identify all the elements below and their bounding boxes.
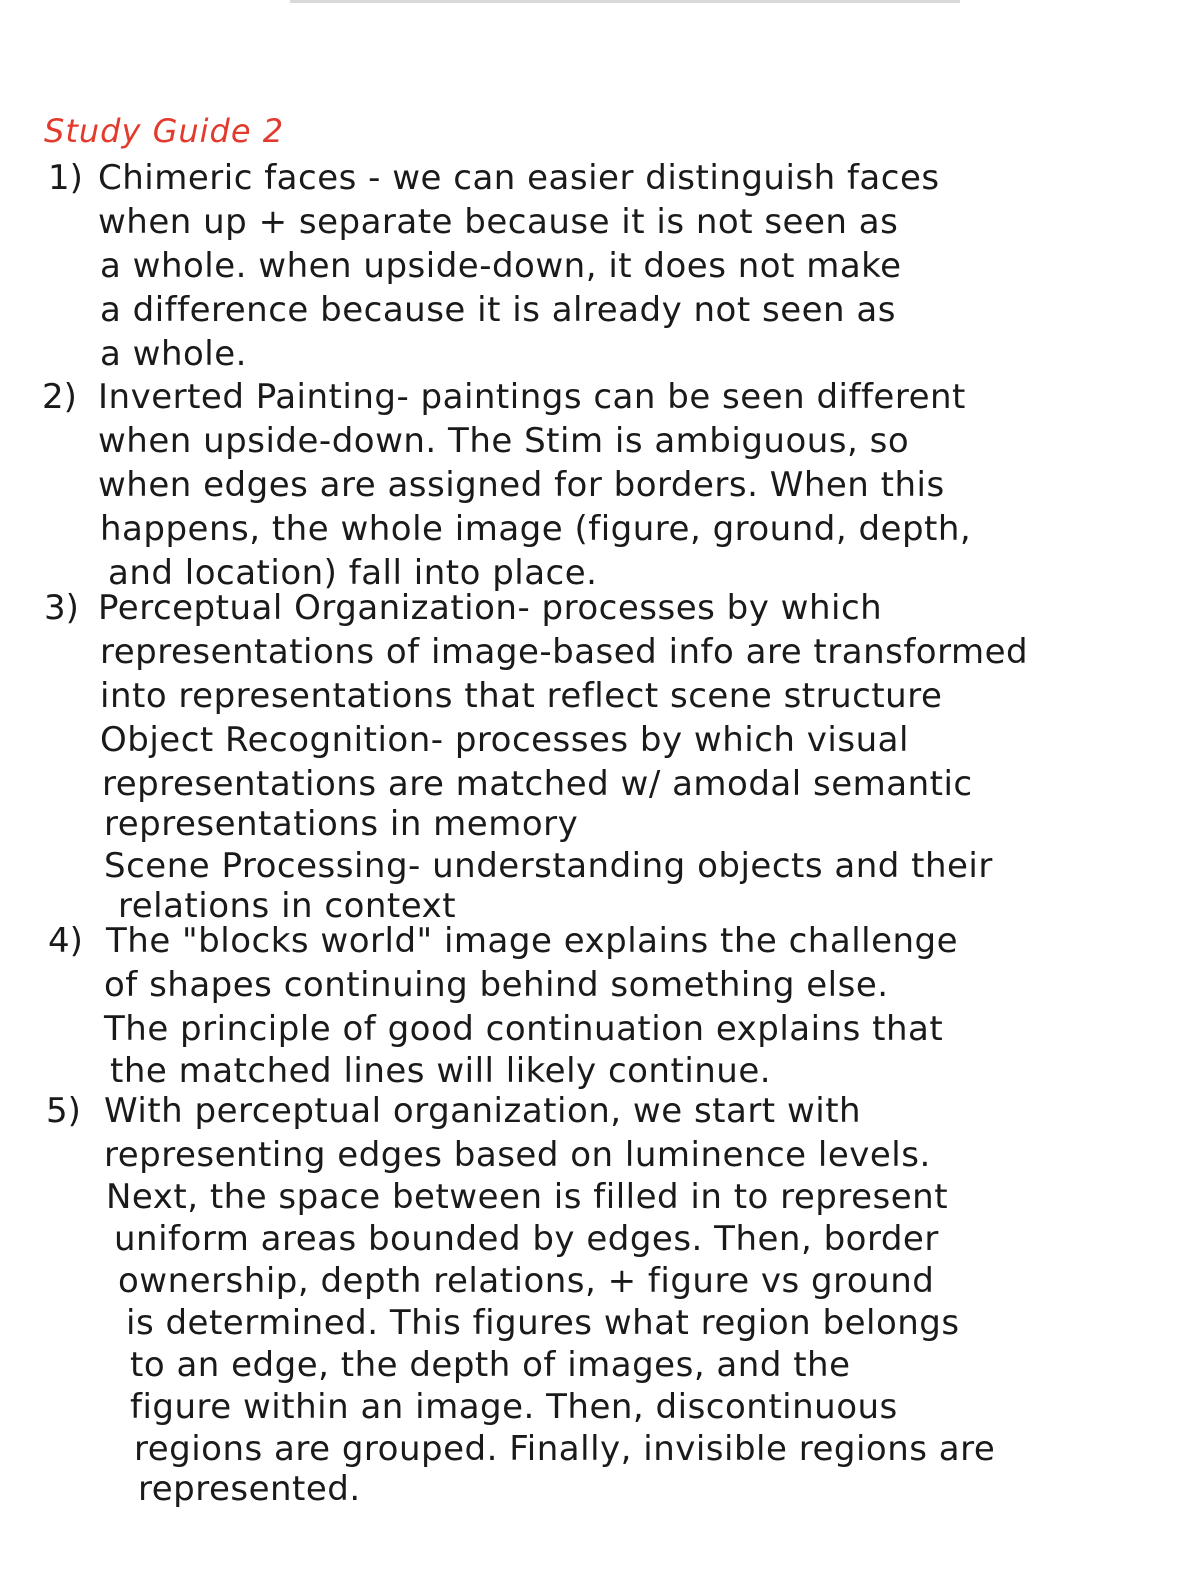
note-line: representations of image-based info are transformed [100,632,1029,672]
note-line: representing edges based on luminence levels. [104,1135,931,1175]
note-line: The "blocks world" image explains the challenge [106,921,959,961]
note-line: The principle of good continuation explains that [104,1009,944,1049]
note-line: regions are grouped. Finally, invisible regions are [134,1429,996,1469]
note-line: of shapes continuing behind something else. [104,965,889,1005]
note-line: Next, the space between is filled in to represent [106,1177,949,1217]
item-number: 1) [48,158,83,198]
item-number: 5) [46,1091,81,1131]
note-line: when upside-down. The Stim is ambiguous, so [98,421,910,461]
note-line: a difference because it is already not seen as [100,290,896,330]
item-number: 2) [42,377,77,417]
item-number: 3) [44,588,79,628]
note-line: Scene Processing- understanding objects and their [104,846,993,886]
note-line: figure within an image. Then, discontinuous [130,1387,898,1427]
note-line: ownership, depth relations, + figure vs ground [118,1261,935,1301]
note-line: happens, the whole image (figure, ground, depth, [100,509,972,549]
note-line: uniform areas bounded by edges. Then, border [114,1219,939,1259]
note-line: to an edge, the depth of images, and the [130,1345,851,1385]
item-number: 4) [48,921,83,961]
note-line: Perceptual Organization- processes by which [98,588,883,628]
note-line: is determined. This figures what region belongs [126,1303,960,1343]
note-line: represented. [138,1469,361,1509]
page-title: Study Guide 2 [44,112,285,150]
note-line: a whole. when upside-down, it does not make [100,246,902,286]
note-line: when up + separate because it is not seen as [98,202,899,242]
note-line: Chimeric faces - we can easier distinguish faces [98,158,940,198]
note-line: the matched lines will likely continue. [110,1051,772,1091]
note-line: Object Recognition- processes by which visual [100,720,909,760]
note-line: Inverted Painting- paintings can be seen different [98,377,966,417]
note-line: representations in memory [104,804,579,844]
note-line: and location) fall into place. [108,553,598,593]
note-line: when edges are assigned for borders. When this [98,465,945,505]
note-line: relations in context [118,886,457,926]
note-line: into representations that reflect scene structure [100,676,943,716]
note-line: representations are matched w/ amodal semantic [102,764,973,804]
note-line: With perceptual organization, we start with [104,1091,862,1131]
note-line: a whole. [100,334,247,374]
